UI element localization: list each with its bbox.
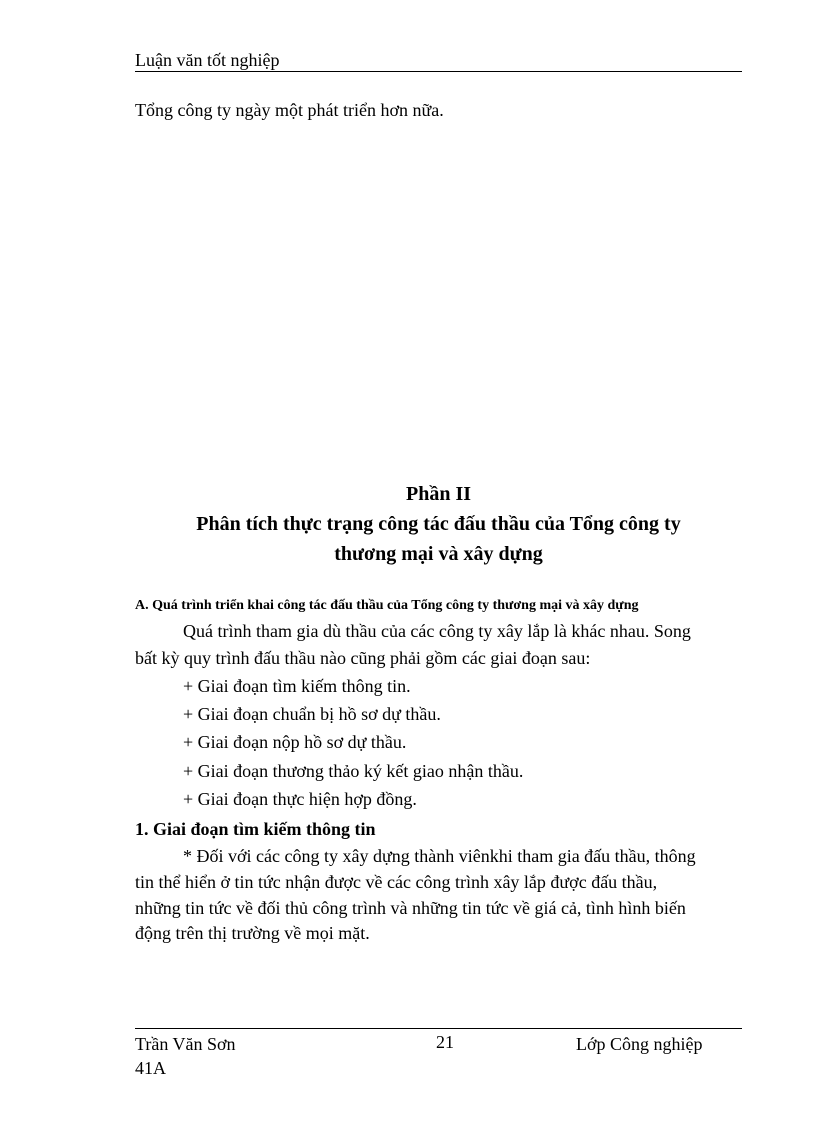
subsection-1-line-4: động trên thị trường về mọi mặt. <box>135 923 370 943</box>
intro-line-1: Quá trình tham gia dù thầu của các công ty xây lắp là khác nhau. Song <box>183 621 691 641</box>
intro-line-2: bất kỳ quy trình đấu thầu nào cũng phải gồm các giai đoạn sau: <box>135 648 591 668</box>
part-title-line-2: thương mại và xây dựng <box>334 543 543 565</box>
part-title-line-1: Phân tích thực trạng công tác đấu thầu của Tổng công ty <box>196 513 681 535</box>
header-title: Luận văn tốt nghiệp <box>135 50 280 70</box>
footer-divider <box>135 1028 742 1029</box>
continuation-line: Tổng công ty ngày một phát triển hơn nữa. <box>135 100 444 120</box>
footer-author: Trần Văn Sơn <box>135 1034 236 1054</box>
header-divider <box>135 71 742 72</box>
section-a-heading: A. Quá trình triển khai công tác đấu thầu của Tổng công ty thương mại và xây dựng <box>135 598 639 613</box>
list-item: + Giai đoạn thương thảo ký kết giao nhận thầu. <box>183 761 524 781</box>
page-number: 21 <box>436 1032 454 1052</box>
footer-class-code: 41A <box>135 1058 166 1078</box>
part-label: Phần II <box>405 483 472 505</box>
list-item: + Giai đoạn nộp hồ sơ dự thầu. <box>183 732 407 752</box>
subsection-1-line-2: tin thể hiển ở tin tức nhận được về các công trình xây lắp được đấu thầu, <box>135 872 658 892</box>
subsection-1-line-3: những tin tức về đối thủ công trình và những tin tức về giá cả, tình hình biến <box>135 898 686 918</box>
list-item: + Giai đoạn tìm kiếm thông tin. <box>183 676 411 696</box>
footer-class-name: Lớp Công nghiệp <box>576 1034 703 1054</box>
list-item: + Giai đoạn chuẩn bị hồ sơ dự thầu. <box>183 704 441 724</box>
subsection-1-heading: 1. Giai đoạn tìm kiếm thông tin <box>135 819 376 839</box>
list-item: + Giai đoạn thực hiện hợp đồng. <box>183 789 417 809</box>
subsection-1-line-1: * Đối với các công ty xây dựng thành viênkhi tham gia đấu thầu, thông <box>183 846 696 866</box>
